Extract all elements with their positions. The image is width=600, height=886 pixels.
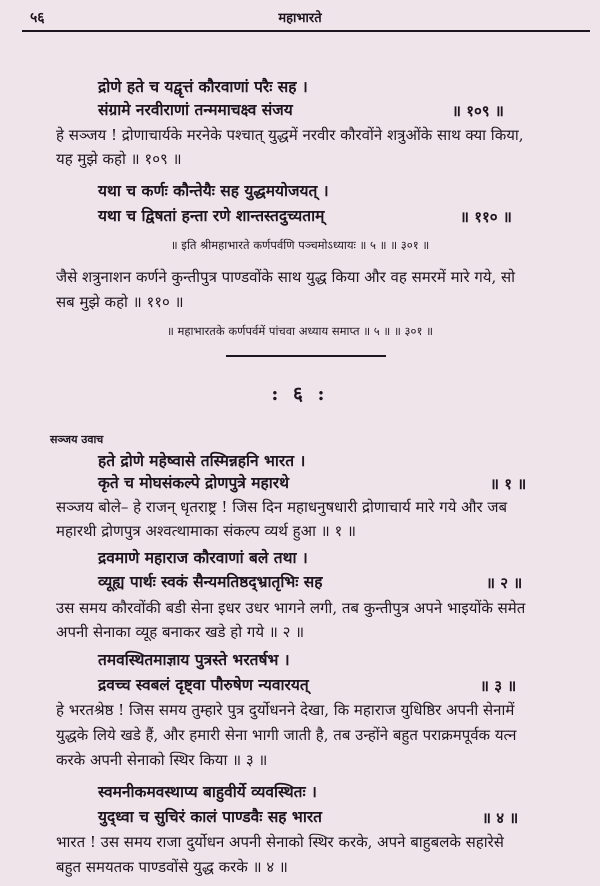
translation-line: हे भरतश्रेष्ठ ! जिस समय तुम्हारे पुत्र दुर्योधनने देखा, कि महाराज युधिष्ठिर अपनी सेनामें (56, 701, 515, 719)
translation-line: महारथी द्रोणपुत्र अश्वत्थामाका संकल्प व्यर्थ हुआ ॥ १ ॥ (56, 522, 357, 540)
verse-line: स्वमनीकमवस्थाप्य बाहुवीर्ये व्यवस्थितः । (98, 782, 317, 801)
colophon-sanskrit: ॥ इति श्रीमहाभारते कर्णपर्वणि पञ्चमोऽध्यायः ॥ ५ ॥ ॥ ३०१ ॥ (170, 238, 430, 252)
verse-number: ॥ ११० ॥ (460, 208, 512, 226)
verse-line: हते द्रोणे महेष्वासे तस्मिन्नहनि भारत । (98, 451, 306, 470)
translation-line: युद्धके लिये खडे हैं, और हमारी सेना भागी जाती है, तब उन्होंने बहुत पराक्रमपूर्वक यत्न (56, 726, 517, 744)
verse-line: संग्रामे नरवीराणां तन्ममाचक्ष्व संजय (98, 100, 293, 119)
verse-line: द्रवच्च स्वबलं दृष्ट्वा पौरुषेण न्यवारयत् (98, 675, 309, 694)
translation-line: उस समय कौरवोंकी बडी सेना इधर उधर भागने लगी, तब कुन्तीपुत्र अपने भाइयोंके समेत (56, 599, 526, 617)
translation-line: हे सञ्जय ! द्रोणाचार्यके मरनेके पश्चात् युद्धमें नरवीर कौरवोंने शत्रुओंके साथ क्या किया, (56, 126, 524, 144)
verse-number: ॥ १ ॥ (490, 475, 527, 493)
translation-line: यह मुझे कहो ॥ १०९ ॥ (56, 150, 182, 168)
verse-number: ॥ ४ ॥ (482, 809, 519, 827)
verse-line: युद्ध्वा च सुचिरं कालं पाण्डवैः सह भारत (98, 807, 323, 826)
translation-line: बहुत समयतक पाण्डवोंसे युद्ध करके ॥ ४ ॥ (56, 858, 288, 876)
page-number: ५६ (30, 10, 45, 26)
chapter-heading: : ६ : (271, 383, 329, 405)
translation-line: सञ्जय बोले– हे राजन् धृतराष्ट्र ! जिस दिन महाधनुषधारी द्रोणाचार्य मारे गये और जब (56, 498, 508, 516)
verse-line: यथा च द्विषतां हन्ता रणे शान्तस्तदुच्यताम् (98, 206, 325, 225)
verse-number: ॥ २ ॥ (486, 574, 523, 592)
translation-line: जैसे शत्रुनाशन कर्णने कुन्तीपुत्र पाण्डवोंके साथ युद्ध किया और वह समरमें मारे गये, सो (56, 268, 516, 286)
verse-line: द्रवमाणे महाराज कौरवाणां बले तथा । (98, 548, 308, 567)
verse-line: व्यूह्य पार्थः स्वकं सैन्यमतिष्ठद्भ्रातृभिः सह (98, 572, 323, 591)
verse-line: कृते च मोघसंकल्पे द्रोणपुत्रे महारथे (98, 473, 290, 492)
translation-line: सब मुझे कहो ॥ ११० ॥ (56, 293, 184, 311)
verse-line: द्रोणे हते च यद्वृत्तं कौरवाणां परैः सह । (98, 77, 308, 96)
translation-line: भारत ! उस समय राजा दुर्योधन अपनी सेनाको स्थिर करके, अपने बाहुबलके सहारेसे (56, 833, 504, 851)
verse-number: ॥ १०९ ॥ (452, 102, 504, 120)
translation-line: अपनी सेनाका व्यूह बनाकर खडे हो गये ॥ २ ॥ (56, 623, 305, 641)
verse-line: यथा च कर्णः कौन्तेयैः सह युद्धमयोजयत् । (98, 181, 329, 200)
running-title: महाभारते (278, 11, 322, 26)
verse-line: तमवस्थितमाज्ञाय पुत्रस्ते भरतर्षभ । (98, 650, 290, 669)
translation-line: करके अपनी सेनाको स्थिर किया ॥ ३ ॥ (56, 751, 268, 769)
speaker-label: सञ्जय उवाच (50, 433, 104, 446)
verse-number: ॥ ३ ॥ (480, 677, 517, 695)
header-rule (22, 30, 590, 32)
colophon-hindi: ॥ महाभारतके कर्णपर्वमें पांचवा अध्याय समाप्त ॥ ५ ॥ ॥ ३०१ ॥ (167, 324, 433, 338)
section-divider (226, 355, 386, 357)
